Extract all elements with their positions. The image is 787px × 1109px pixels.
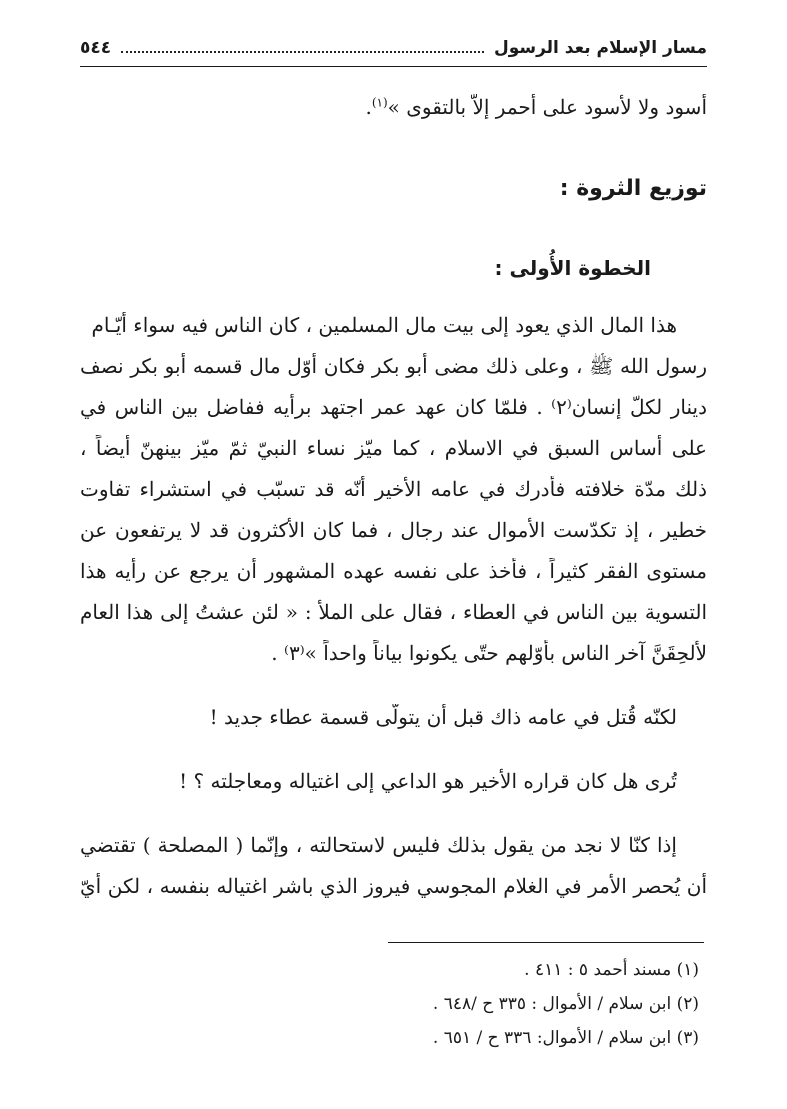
footnote: (٢) ابن سلام / الأموال : ٣٣٥ ح /٦٤٨ . (432, 994, 699, 1014)
paragraph-line: على أساس السبق في الاسلام ، كما ميّز نساء النبيّ ثمّ ميّز بينهنّ أيضاً ، (80, 436, 707, 460)
running-title: مسار الإسلام بعد الرسول (493, 38, 707, 58)
page-number: ٥٤٤ (80, 38, 112, 58)
paragraph-line: مستوى الفقر كثيراً ، فأخذ على نفسه عهده المشهور أن يرجع عن رأيه هذا (80, 559, 707, 583)
paragraph-line: التسوية بين الناس في العطاء ، فقال على الملأ : « لئن عشتُ إلى هذا العام (80, 600, 707, 624)
paragraph-3: تُرى هل كان قراره الأخير هو الداعي إلى اغتياله ومعاجلته ؟ ! (179, 769, 677, 793)
footnote: (١) مسند أحمد ٥ : ٤١١ . (524, 960, 699, 980)
paragraph-line: خطير ، إذ تكدّست الأموال عند رجال ، فما كان الأكثرون قد لا يرتفعون عن (80, 518, 707, 542)
paragraph-line: ذلك مدّة خلافته فأدرك في عامه الأخير أنّه قد تسبّب في استشراء تفاوت (80, 477, 707, 501)
section-title: توزيع الثروة : (559, 176, 707, 201)
paragraph-line: أن يُحصر الأمر في الغلام المجوسي فيروز الذي باشر اغتياله بنفسه ، لكن أيّ (80, 874, 707, 898)
footnote-ref: (١) (371, 95, 388, 110)
header-rule (80, 66, 707, 67)
subsection-title: الخطوة الأُولى : (494, 256, 651, 280)
running-header (80, 34, 707, 62)
paragraph-line: إذا كنّا لا نجد من يقول بذلك فليس لاستحالته ، وإنّما ( المصلحة ) تقتضي (80, 833, 677, 857)
opening-line: أسود ولا لأسود على أحمر إلاّ بالتقوى »$^{(١)}$. (365, 95, 707, 119)
paragraph-2: لكنّه قُتل في عامه ذاك قبل أن يتولّى قسمة عطاء جديد ! (209, 705, 677, 729)
paragraph-line: هذا المال الذي يعود إلى بيت مال المسلمين ، كان الناس فيه سواء أيّـام (91, 313, 677, 337)
footnote: (٣) ابن سلام / الأموال: ٣٣٦ ح / ٦٥١ . (432, 1028, 699, 1048)
footnote-separator (388, 942, 704, 943)
paragraph-line: لأُلحِقَنَّ آخر الناس بأوّلهم حتّى يكونوا بياناً واحداً »⁽٣⁾ . (271, 641, 707, 665)
paragraph-line: دينار لكلّ إنسان⁽٢⁾ . فلمّا كان عهد عمر اجتهد برأيه ففاضل بين الناس في (80, 395, 707, 419)
paragraph-line: رسول الله ﷺ ، وعلى ذلك مضى أبو بكر فكان أوّل مال قسمه أبو بكر نصف (80, 354, 707, 378)
leader-dots (121, 51, 484, 53)
